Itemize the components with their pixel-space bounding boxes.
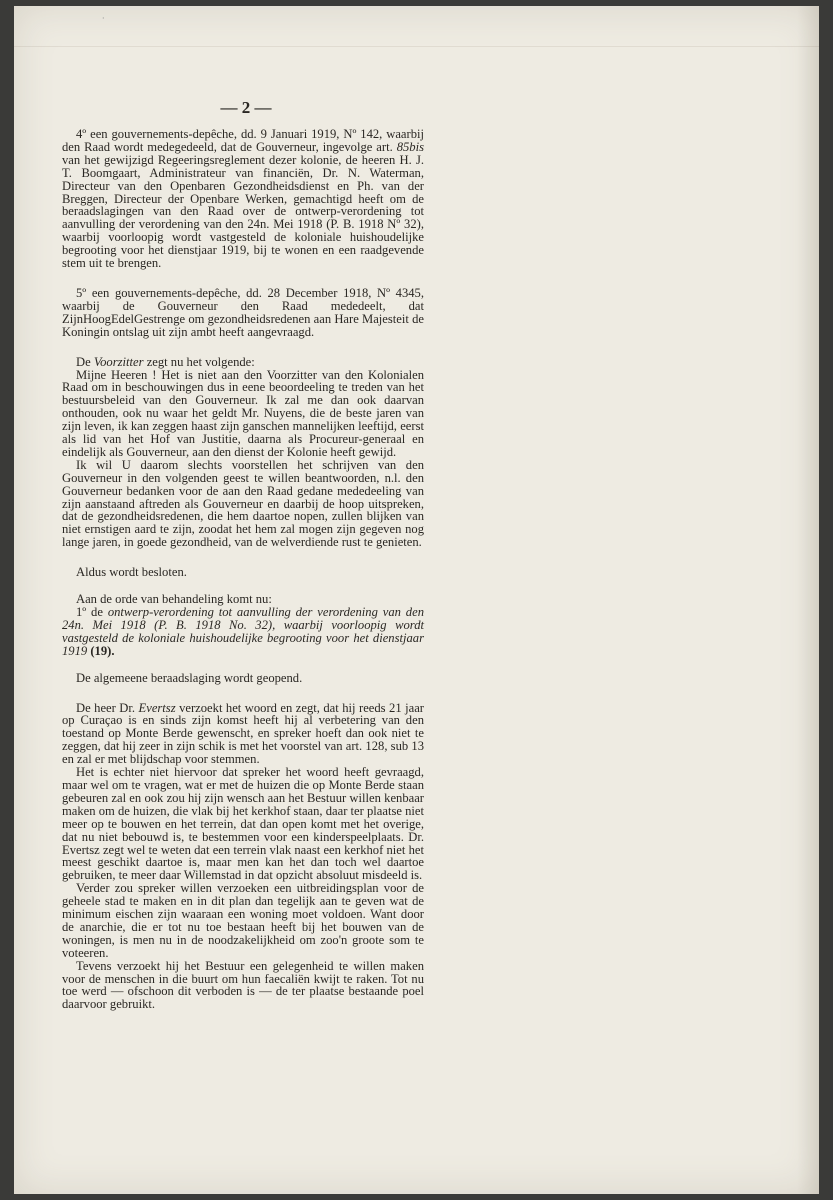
item-5-label: 5º: [76, 285, 87, 300]
item-4-italic: 85bis: [396, 139, 424, 154]
voorzitter-name: Voorzitter: [93, 354, 144, 369]
agenda-number: (19).: [90, 643, 115, 658]
page-crease: [14, 46, 819, 47]
agenda-item: [62, 606, 424, 658]
document-page: [14, 6, 819, 1194]
voorzitter-intro: [62, 356, 424, 369]
item-5-paragraph: [62, 287, 424, 339]
agenda-label: 1º de: [76, 605, 103, 619]
page-number: — 2 —: [220, 98, 272, 117]
evertsz-speech-4: Tevens verzoekt hij het Bestuur een gelegenheid te willen maken voor de menschen in die buurt om hun faecaliën kwijt te raken. Tot nu toe werd — ofschoon dit verboden is — de ter plaatse bestaande poel daarvoor gebruikt.: [62, 958, 424, 1012]
item-5-text: een gouvernements-depêche, dd. 28 December 1918, Nº 4345, waarbij de Gouverneur den Raad mededeelt, dat ZijnHoogEdelGestrenge om gezondheidsredenen aan Hare Majesteit de Koningin ontslag uit zijn ambt heeft aangevraagd.: [62, 285, 425, 339]
evertsz-name: Evertsz: [138, 700, 176, 715]
agenda-title: ontwerp-verordening tot aanvulling der verordening van den 24n. Mei 1918 (P. B. 1918 No. 32), waarbij voorloopig wordt vastgesteld de koloniale huishoudelijke begrooting voor het dienstjaar 1919: [62, 605, 424, 658]
paper-speck: ·: [102, 14, 105, 23]
voorzitter-intro-post: zegt nu het volgende:: [146, 354, 255, 369]
besloten-statement: Aldus wordt besloten.: [76, 565, 187, 580]
page-fold-shadow: [797, 6, 819, 1194]
evertsz-speech-2: Het is echter niet hiervoor dat spreker het woord heeft gevraagd, maar wel om te vragen, wat er met de huizen die op Monte Berde staan gebeuren zal en ook zou hij zijn wensch aan het Bestuur willen kenbaar maken om de huizen, die vlak bij het kerkhof staan, daar ter plaatse niet meer op te bouwen en het terrein, dat dan open komt met het overige, dat nu niet bebouwd is, te bestemmen voor een kinderspeelplaats. Dr. Evertsz zegt wel te weten dat een terrein vlak naast een kerkhof niet het meest geschikt daartoe is, maar men kan het dan toch wel daartoe gebruiken, te meer daar Willemstad in dat opzicht absoluut misdeeld is.: [62, 765, 424, 883]
voorzitter-intro-pre: De: [76, 354, 91, 369]
voorzitter-speech-2: Ik wil U daarom slechts voorstellen het schrijven van den Gouverneur in den volgenden geest te willen beantwoorden, n.l. den Gouverneur bedanken voor de aan den Raad gedane mededeeling van zijn aanstaand aftreden als Gouverneur en daarbij de hoop uitspreken, dat de gezondheidsredenen, die hem daartoe nopen, zullen blijken van niet ernstigen aard te zijn, zoodat het hem zal mogen zijn gegeven nog lange jaren, in goede gezondheid, van de welverdiende rust te genieten.: [62, 457, 424, 550]
item-4-text-2: van het gewijzigd Regeeringsreglement dezer kolonie, de heeren H. J. T. Boomgaart, Administrateur van financiën, Dr. N. Waterman, Directeur van den Openbaren Gezondheidsdienst en Ph. van der Breggen, Directeur der Openbare Werken, gemachtigd heeft om de beraadslagingen van den Raad over de ontwerp-verordening tot aanvulling der verordening van den 24n. Mei 1918 (P. B. 1918 Nº 32), waarbij voorloopig wordt vastgesteld de koloniale huishoudelijke begrooting voor het dienstjaar 1919, bij te wonen en een raadgevende stem uit te brengen.: [62, 152, 424, 271]
evertsz-speech-1: [62, 702, 424, 767]
voorzitter-speech-1: Mijne Heeren ! Het is niet aan den Voorzitter van den Kolonialen Raad om in beschouwingen dus in eene beoordeeling te treden van het bestuursbeleid van den Gouverneur. Ik zal me dan ook daarvan onthouden, ook nu waar het geldt Mr. Nuyens, die de beste jaren van zijn leven, ik kan zeggen haast zijn ganschen mannelijken leeftijd, eerst als lid van het Hof van Justitie, daarna als Procureur-generaal en eindelijk als Gouverneur, aan den dienst der Kolonie heeft gewijd.: [62, 367, 424, 459]
evertsz-intro-pre: De heer Dr.: [76, 700, 136, 715]
beraadslaging-opened: De algemeene beraadslaging wordt geopend.: [76, 670, 303, 685]
agenda-intro: Aan de orde van behandeling komt nu:: [76, 592, 272, 607]
item-4-label: 4º: [76, 127, 87, 141]
item-4-paragraph: [62, 128, 424, 270]
evertsz-text-1: verzoekt het woord en zegt, dat hij reeds 21 jaar op Curaçao is en sinds zijn komst heeft hij al verbetering van den toestand op Monte Berde gewenscht, en spreker hoeft dan ook niet te zeggen, dat hij zeer in zijn schik is met het voorstel van art. 128, sub 13 en zal er met blijdschap voor stemmen.: [62, 700, 424, 767]
evertsz-speech-3: Verder zou spreker willen verzoeken een uitbreidingsplan voor de geheele stad te maken en in dit plan dan tegelijk aan te geven wat de minimum eischen zijn waaraan een woning moet voldoen. Want door de anarchie, die er tot nu toe bestaan heeft bij het bouwen van de woningen, is men nu in de noodzakelijkheid om zoo'n groote som te voteeren.: [62, 881, 424, 960]
document-body: [62, 128, 424, 1011]
item-4-text: een gouvernements-depêche, dd. 9 Januari 1919, Nº 142, waarbij den Raad wordt medegedeeld, dat de Gouverneur, ingevolge art.: [62, 127, 424, 154]
